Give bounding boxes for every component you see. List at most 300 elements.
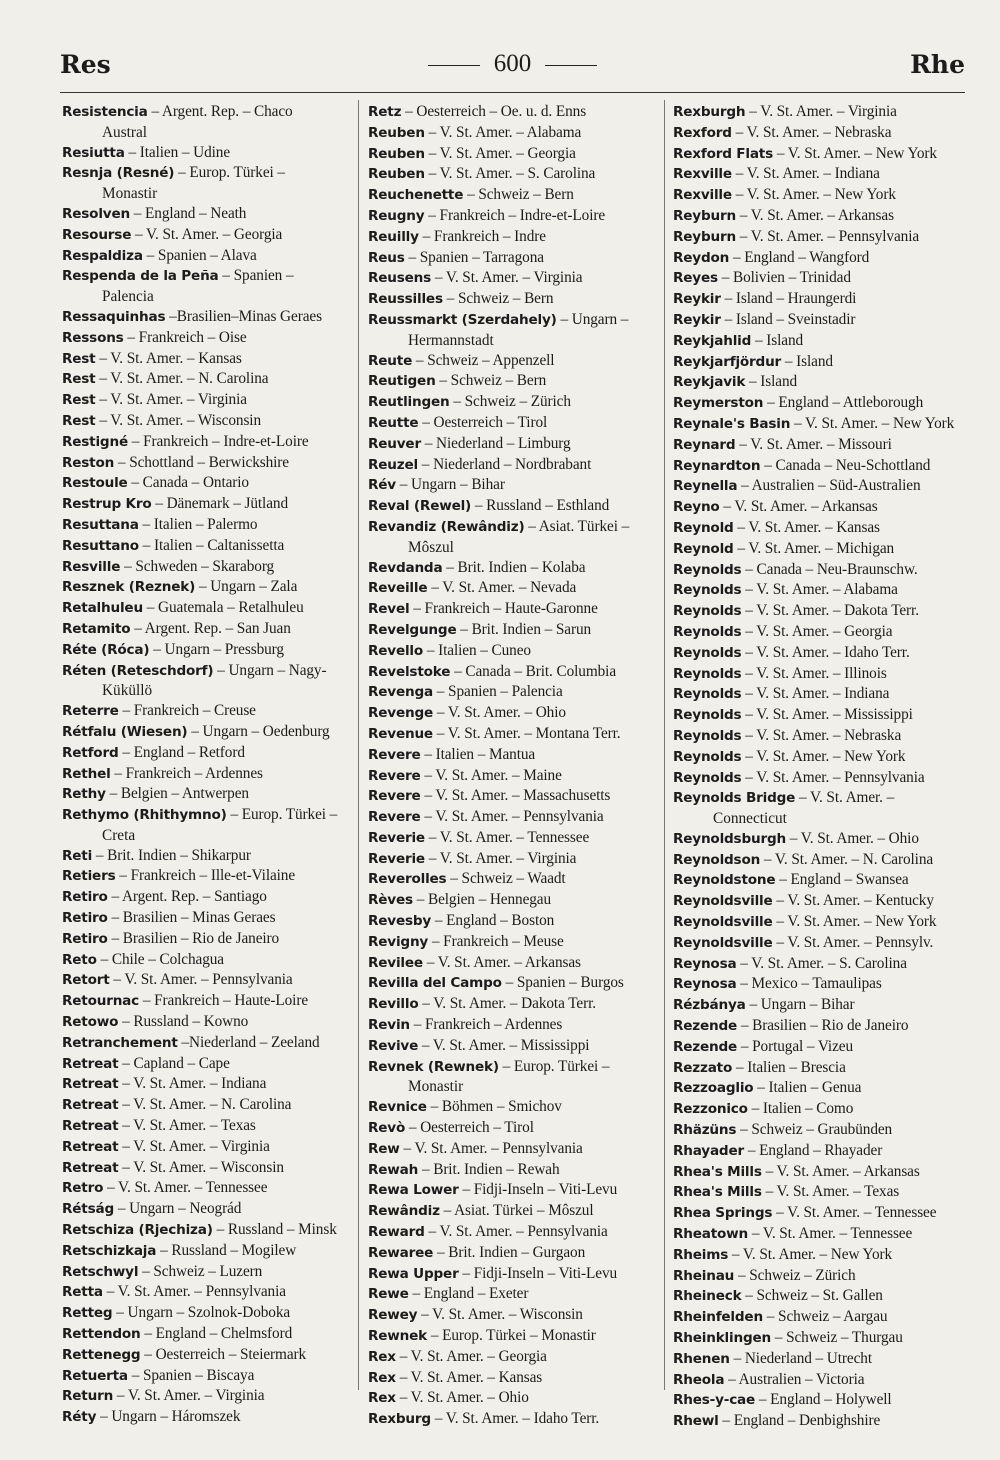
- entry-name: Revive: [368, 1037, 419, 1054]
- entry-name: Reykjarfjördur: [673, 353, 782, 370]
- entry-name: Reverolles: [368, 871, 447, 888]
- entry-name: Rheims: [673, 1246, 729, 1263]
- gazetteer-entry: [673, 1078, 968, 1099]
- entry-name: Revere: [368, 767, 421, 784]
- entry-location: – Spanien – Burgos: [505, 974, 624, 992]
- entry-location: –Niederland – Zeeland: [181, 1033, 320, 1051]
- entry-name: Retford: [62, 744, 119, 761]
- entry-location: – Island: [749, 373, 798, 391]
- gazetteer-entry: [62, 619, 357, 640]
- entry-location: – V. St. Amer. – Kansas: [737, 518, 880, 536]
- gazetteer-entry: [368, 745, 663, 766]
- entry-name: Reusens: [368, 270, 432, 287]
- entry-location: – V. St. Amer. – Wisconsin: [99, 411, 261, 429]
- entry-location: – V. St. Amer. – Massachusetts: [424, 787, 611, 805]
- entry-location: – Island: [784, 352, 833, 370]
- header-rule: [60, 92, 965, 93]
- gazetteer-entry: [368, 289, 663, 310]
- entry-location: – V. St. Amer. – Idaho Terr.: [745, 643, 910, 661]
- gazetteer-entry: [368, 620, 663, 641]
- entry-location: – Europ. Türkei –: [230, 806, 338, 824]
- entry-location: – Italien – Palermo: [142, 515, 258, 533]
- gazetteer-entry: [673, 102, 968, 123]
- entry-name: Reynoldsville: [673, 934, 773, 951]
- gazetteer-entry: [673, 1203, 968, 1224]
- entry-location: – V. St. Amer. – Dakota Terr.: [422, 995, 596, 1013]
- entry-continuation: Creta: [102, 826, 136, 844]
- gazetteer-entry: [368, 703, 663, 724]
- entry-location: – Italien – Caltanissetta: [142, 536, 285, 554]
- entry-name: Rheatown: [673, 1226, 749, 1243]
- gazetteer-entry: [62, 1262, 357, 1283]
- gazetteer-entry: [368, 455, 663, 476]
- entry-name: Reynolds: [673, 623, 742, 640]
- entry-location: – Ungarn –: [560, 310, 629, 328]
- entry-location: – V. St. Amer. – Tennessee: [751, 1225, 913, 1243]
- gazetteer-entry: [368, 102, 663, 123]
- gazetteer-entry: [673, 726, 968, 747]
- entry-name: Reuben: [368, 145, 425, 162]
- entry-location: – Ungarn – Bihar: [749, 996, 855, 1014]
- gazetteer-entry: [62, 204, 357, 225]
- entry-continuation: Küküllö: [102, 682, 153, 700]
- gazetteer-entry: [62, 1282, 357, 1303]
- entry-location: – Schweiz – Bern: [467, 186, 574, 204]
- entry-location: – V. St. Amer. – Montana Terr.: [436, 724, 621, 742]
- entry-name: Reston: [62, 454, 115, 471]
- entry-location: – V. St. Amer. – Virginia: [116, 1387, 265, 1405]
- entry-name: Respaldiza: [62, 247, 143, 264]
- entry-location: – V. St. Amer. – Texas: [765, 1183, 900, 1201]
- entry-name: Rex: [368, 1369, 396, 1386]
- entry-location: – England – Wangford: [732, 248, 870, 266]
- entry-name: Retro: [62, 1180, 104, 1197]
- entry-location: – England – Neath: [133, 204, 247, 222]
- entry-name: Rheinklingen: [673, 1330, 771, 1347]
- entry-name: Réten (Reteschdorf): [62, 662, 214, 679]
- entry-location: – Oesterreich – Tirol: [408, 1119, 534, 1137]
- gazetteer-entry: [368, 973, 663, 994]
- entry-name: Revò: [368, 1120, 406, 1137]
- entry-location: – Brit. Indien – Gurgaon: [437, 1243, 586, 1261]
- entry-name: Rest: [62, 371, 96, 388]
- entry-name: Rhea Springs: [673, 1205, 773, 1222]
- entry-name: Rettendon: [62, 1326, 141, 1343]
- gazetteer-entry: [368, 164, 663, 185]
- entry-name: Retowo: [62, 1014, 119, 1031]
- gazetteer-entry: [62, 805, 357, 846]
- gazetteer-entry: [368, 578, 663, 599]
- entry-location: – V. St. Amer. –: [799, 789, 895, 807]
- entry-name: Rhes-y-cae: [673, 1392, 756, 1409]
- entry-location: – Canada – Ontario: [131, 474, 249, 492]
- entry-name: Reuchenette: [368, 187, 464, 204]
- entry-name: Retiers: [62, 868, 116, 885]
- entry-location: – Capland – Cape: [122, 1054, 230, 1072]
- entry-name: Rexburg: [368, 1411, 431, 1428]
- entry-location: – Ungarn – Oedenburg: [191, 722, 330, 740]
- entry-location: – V. St. Amer. – S. Carolina: [740, 954, 907, 972]
- gazetteer-entry: [368, 869, 663, 890]
- entry-location: – V. St. Amer. – Pennsylvania: [424, 808, 604, 826]
- gazetteer-entry: [673, 684, 968, 705]
- entry-name: Rest: [62, 392, 96, 409]
- entry-name: Reussmarkt (Szerdahely): [368, 311, 557, 328]
- gazetteer-entry: [673, 1286, 968, 1307]
- entry-name: Revnice: [368, 1099, 427, 1116]
- entry-location: – V. St. Amer. – Ohio: [399, 1389, 529, 1407]
- entry-location: – Spanien –: [222, 267, 294, 285]
- gazetteer-entry: [368, 641, 663, 662]
- entry-name: Revello: [368, 642, 424, 659]
- entry-name: Rhewl: [673, 1413, 719, 1430]
- gazetteer-entry: [368, 786, 663, 807]
- gazetteer-entry: [62, 887, 357, 908]
- gazetteer-entry: [62, 1116, 357, 1137]
- entry-location: – V. St. Amer. – Georgia: [745, 622, 893, 640]
- gazetteer-entry: [673, 123, 968, 144]
- gazetteer-entry: [62, 1345, 357, 1366]
- gazetteer-entry: [673, 1390, 968, 1411]
- entry-location: – V. St. Amer. – Arkansas: [765, 1162, 920, 1180]
- gazetteer-entry: [673, 747, 968, 768]
- entry-name: Rév: [368, 477, 396, 494]
- gazetteer-entry: [368, 1326, 663, 1347]
- entry-name: Resolven: [62, 205, 130, 222]
- gazetteer-entry: [62, 1178, 357, 1199]
- entry-name: Retiro: [62, 930, 108, 947]
- entry-name: Revnek (Rewnek): [368, 1058, 499, 1075]
- entry-location: – Spanien – Biscaya: [131, 1366, 255, 1384]
- entry-name: Reyno: [673, 499, 720, 516]
- gazetteer-entry: [673, 829, 968, 850]
- entry-location: – V. St. Amer. – Georgia: [135, 225, 283, 243]
- entry-name: Retschwyl: [62, 1263, 139, 1280]
- entry-name: Rew: [368, 1140, 400, 1157]
- entry-name: Reynoldsville: [673, 914, 773, 931]
- entry-location: – V. St. Amer. – Pennsylvania: [745, 768, 925, 786]
- gazetteer-entry: [62, 1407, 357, 1428]
- entry-location: – Spanien – Alava: [146, 246, 257, 264]
- entry-name: Reti: [62, 847, 93, 864]
- gazetteer-entry: [62, 577, 357, 598]
- gazetteer-entry: [368, 475, 663, 496]
- entry-location: – Argent. Rep. – San Juan: [134, 619, 291, 637]
- gazetteer-entry: [368, 911, 663, 932]
- entry-location: – Frankreich – Indre: [422, 227, 546, 245]
- gazetteer-entry: [673, 870, 968, 891]
- entry-name: Reynosa: [673, 976, 737, 993]
- gazetteer-entry: [673, 331, 968, 352]
- column-2: [368, 102, 663, 1430]
- entry-name: Rheineck: [673, 1288, 742, 1305]
- entry-name: Rethel: [62, 765, 111, 782]
- entry-location: – Australien – Victoria: [728, 1370, 865, 1388]
- entry-name: Reynolds: [673, 707, 742, 724]
- entry-location: – Schweiz – Bern: [439, 372, 547, 390]
- gazetteer-entry: [673, 164, 968, 185]
- entry-name: Return: [62, 1388, 114, 1405]
- entry-name: Retreat: [62, 1138, 119, 1155]
- entry-location: – V. St. Amer. – Alabama: [745, 581, 898, 599]
- gazetteer-entry: [368, 994, 663, 1015]
- entry-name: Rest: [62, 412, 96, 429]
- entry-name: Retuerta: [62, 1367, 128, 1384]
- gazetteer-entry: [673, 664, 968, 685]
- entry-location: – V. St. Amer. – Michigan: [737, 539, 895, 557]
- entry-location: – V. St. Amer. – Nevada: [431, 579, 577, 597]
- entry-name: Reutlingen: [368, 394, 450, 411]
- entry-name: Reynolds Bridge: [673, 790, 796, 807]
- gazetteer-entry: [62, 764, 357, 785]
- entry-name: Réte (Róca): [62, 641, 150, 658]
- entry-location: – Ungarn – Háromszek: [100, 1408, 241, 1426]
- gazetteer-entry: [62, 369, 357, 390]
- entry-location: – Dänemark – Jütland: [155, 495, 288, 513]
- entry-name: Revillo: [368, 996, 419, 1013]
- entry-name: Rheinau: [673, 1267, 735, 1284]
- entry-name: Rhea's Mills: [673, 1163, 762, 1180]
- gazetteer-entry: [673, 518, 968, 539]
- gazetteer-entry: [62, 640, 357, 661]
- entry-location: – Ungarn – Pressburg: [153, 640, 284, 658]
- entry-name: Reynolds: [673, 727, 742, 744]
- entry-location: – Asiat. Türkei – Môszul: [443, 1202, 594, 1220]
- entry-location: – Canada – Neu-Schottland: [764, 456, 931, 474]
- entry-name: Reyburn: [673, 228, 736, 245]
- entry-name: Reynardton: [673, 457, 761, 474]
- gazetteer-entry: [368, 144, 663, 165]
- gazetteer-entry: [368, 413, 663, 434]
- entry-name: Reus: [368, 249, 405, 266]
- entry-location: – Brasilien – Rio de Janeiro: [111, 929, 280, 947]
- entry-name: Reutte: [368, 414, 419, 431]
- gazetteer-entry: [368, 1201, 663, 1222]
- entry-name: Retalhuleu: [62, 600, 143, 617]
- entry-name: Rewa Lower: [368, 1182, 459, 1199]
- gazetteer-entry: [62, 950, 357, 971]
- gazetteer-entry: [368, 1388, 663, 1409]
- gazetteer-entry: [62, 432, 357, 453]
- gazetteer-entry: [673, 974, 968, 995]
- entry-location: – Frankreich – Haute-Garonne: [413, 600, 598, 618]
- entry-name: Reyes: [673, 270, 718, 287]
- entry-name: Reynolds: [673, 644, 742, 661]
- entry-name: Reuilly: [368, 228, 419, 245]
- entry-location: – Russland – Esthland: [474, 497, 610, 515]
- entry-name: Reyburn: [673, 207, 736, 224]
- entry-location: – V. St. Amer. – New York: [731, 1245, 893, 1263]
- entry-location: – Schottland – Berwickshire: [117, 453, 289, 471]
- entry-name: Rexburgh: [673, 104, 746, 120]
- entry-location: – Niederland – Nordbrabant: [421, 455, 592, 473]
- entry-location: – Ungarn – Nagy-: [217, 661, 327, 679]
- entry-name: Reynolds: [673, 603, 742, 620]
- entry-name: Retamito: [62, 620, 131, 637]
- entry-continuation: Môszul: [408, 538, 454, 556]
- entry-name: Reverie: [368, 850, 425, 867]
- entry-location: – Niederland – Limburg: [424, 434, 571, 452]
- entry-location: – V. St. Amer. – Maine: [424, 766, 562, 784]
- entry-location: – V. St. Amer. – Pennsylvania: [106, 1283, 286, 1301]
- entry-location: – V. St. Amer. – Indiana: [745, 685, 890, 703]
- gazetteer-entry: [673, 1162, 968, 1183]
- gazetteer-entry: [368, 1222, 663, 1243]
- entry-name: Reutigen: [368, 373, 436, 390]
- entry-location: – Frankreich – Indre-et-Loire: [131, 432, 309, 450]
- entry-location: – Spanien – Palencia: [436, 683, 563, 701]
- gazetteer-entry: [673, 372, 968, 393]
- entry-name: Rheinfelden: [673, 1309, 763, 1326]
- entry-location: – Brasilien – Minas Geraes: [111, 909, 276, 927]
- entry-location: – Island – Sveinstadir: [724, 310, 856, 328]
- gazetteer-entry: [368, 185, 663, 206]
- entry-location: – V. St. Amer. – Arkansas: [723, 498, 878, 516]
- entry-name: Reykir: [673, 311, 721, 328]
- gazetteer-entry: [673, 497, 968, 518]
- entry-name: Reynolds: [673, 686, 742, 703]
- gazetteer-entry: [368, 1264, 663, 1285]
- gazetteer-entry: [368, 953, 663, 974]
- entry-name: Resistencia: [62, 104, 148, 120]
- entry-location: – England – Denbighshire: [722, 1412, 881, 1430]
- entry-name: Rexville: [673, 166, 732, 183]
- entry-name: Rezzonico: [673, 1101, 748, 1118]
- entry-name: Reynoldsburgh: [673, 830, 786, 847]
- entry-name: Reynoldsville: [673, 893, 773, 910]
- gazetteer-entry: [673, 933, 968, 954]
- entry-name: Reynold: [673, 519, 734, 536]
- entry-name: Rézbánya: [673, 997, 746, 1014]
- column-divider: [664, 100, 665, 1390]
- page-number: 600: [60, 50, 965, 78]
- gazetteer-entry: [673, 850, 968, 871]
- entry-location: – V. St. Amer. – Pennsylvania: [113, 971, 293, 989]
- gazetteer-entry: [368, 1160, 663, 1181]
- entry-location: – Frankreich – Meuse: [431, 932, 564, 950]
- entry-location: – V. St. Amer. – Pennsylvania: [428, 1223, 608, 1241]
- entry-location: – V. St. Amer. – Tennessee: [428, 828, 590, 846]
- entry-name: Restrup Kro: [62, 496, 152, 513]
- gazetteer-entry: [673, 1141, 968, 1162]
- gazetteer-entry: [673, 1224, 968, 1245]
- entry-location: – Böhmen – Smichov: [430, 1098, 562, 1116]
- entry-location: – V. St. Amer. – Indiana: [735, 165, 880, 183]
- entry-location: – Schweiz – Thurgau: [774, 1329, 903, 1347]
- entry-name: Rex: [368, 1348, 396, 1365]
- entry-location: – Frankreich – Ille-et-Vilaine: [119, 867, 296, 885]
- entry-name: Retz: [368, 104, 402, 120]
- gazetteer-entry: [62, 143, 357, 164]
- gazetteer-entry: [368, 392, 663, 413]
- entry-name: Ressons: [62, 329, 124, 346]
- column-divider: [358, 100, 359, 1390]
- gazetteer-entry: [673, 435, 968, 456]
- gazetteer-entry: [62, 1303, 357, 1324]
- entry-location: – Russland – Minsk: [216, 1221, 337, 1239]
- entry-location: – V. St. Amer. – Arkansas: [426, 953, 581, 971]
- entry-location: – Europ. Türkei – Monastir: [430, 1327, 596, 1345]
- entry-location: – V. St. Amer. – S. Carolina: [428, 165, 596, 183]
- entry-name: Rhenen: [673, 1350, 730, 1367]
- entry-name: Ressaquinhas: [62, 308, 166, 325]
- entry-location: – Oesterreich – Tirol: [422, 413, 548, 431]
- entry-location: – V. St. Amer. – Nebraska: [745, 726, 902, 744]
- entry-location: – Schweiz – Bern: [446, 290, 554, 308]
- gazetteer-entry: [62, 1241, 357, 1262]
- entry-location: – V. St. Amer. – New York: [745, 747, 906, 765]
- entry-name: Reykjavik: [673, 374, 746, 391]
- gazetteer-entry: [368, 496, 663, 517]
- gazetteer-entry: [673, 622, 968, 643]
- entry-name: Reward: [368, 1224, 425, 1241]
- gazetteer-entry: [62, 929, 357, 950]
- entry-name: Resnja (Resné): [62, 165, 175, 182]
- entry-name: Reynale's Basin: [673, 415, 791, 432]
- entry-location: – England – Exeter: [412, 1285, 529, 1303]
- entry-name: Revelgunge: [368, 621, 457, 638]
- entry-location: – England – Holywell: [758, 1391, 892, 1409]
- entry-name: Reynosa: [673, 955, 737, 972]
- gazetteer-entry: [368, 123, 663, 144]
- entry-name: Retreat: [62, 1097, 119, 1114]
- gazetteer-entry: [673, 289, 968, 310]
- gazetteer-entry: [368, 662, 663, 683]
- gazetteer-entry: [673, 1266, 968, 1287]
- entry-name: Reugny: [368, 207, 425, 224]
- entry-location: – Mexico – Tamaulipas: [740, 975, 882, 993]
- entry-name: Reveille: [368, 580, 428, 597]
- gazetteer-entry: [673, 414, 968, 435]
- entry-continuation: Austral: [102, 123, 148, 141]
- gazetteer-entry: [62, 598, 357, 619]
- entry-name: Reynoldstone: [673, 872, 776, 889]
- entry-name: Rewe: [368, 1286, 409, 1303]
- entry-location: – Italien – Genua: [757, 1079, 862, 1097]
- gazetteer-entry: [368, 268, 663, 289]
- entry-name: Rewnek: [368, 1328, 427, 1345]
- entry-location: – V. St. Amer. – Arkansas: [739, 206, 894, 224]
- entry-location: – V. St. Amer. – Tennessee: [107, 1179, 268, 1197]
- entry-name: Reuben: [368, 166, 425, 183]
- gazetteer-entry: [62, 1199, 357, 1220]
- entry-location: – Schweiz – Graubünden: [740, 1121, 893, 1139]
- entry-location: – V. St. Amer. – New York: [794, 414, 955, 432]
- gazetteer-entry: [368, 206, 663, 227]
- entry-name: Reymerston: [673, 395, 764, 412]
- entry-location: – V. St. Amer. – Georgia: [399, 1347, 547, 1365]
- gazetteer-entry: [673, 768, 968, 789]
- gazetteer-entry: [368, 351, 663, 372]
- gazetteer-entry: [673, 1016, 968, 1037]
- gazetteer-entry: [368, 828, 663, 849]
- gazetteer-entry: [673, 1037, 968, 1058]
- entry-name: Retschizkaja: [62, 1242, 157, 1259]
- gazetteer-entry: [673, 912, 968, 933]
- gazetteer-entry: [368, 1305, 663, 1326]
- entry-location: – Argent. Rep. – Santiago: [111, 888, 267, 906]
- gazetteer-entry: [62, 784, 357, 805]
- gazetteer-entry: [62, 1012, 357, 1033]
- entry-location: – Argent. Rep. – Chaco: [151, 103, 293, 120]
- gazetteer-entry: [673, 539, 968, 560]
- entry-name: Retiro: [62, 889, 108, 906]
- entry-location: – V. St. Amer. – Pennsylv.: [776, 933, 934, 951]
- entry-name: Rexville: [673, 187, 732, 204]
- entry-continuation: Monastir: [102, 185, 158, 203]
- gazetteer-entry: [368, 1284, 663, 1305]
- gazetteer-entry: [62, 453, 357, 474]
